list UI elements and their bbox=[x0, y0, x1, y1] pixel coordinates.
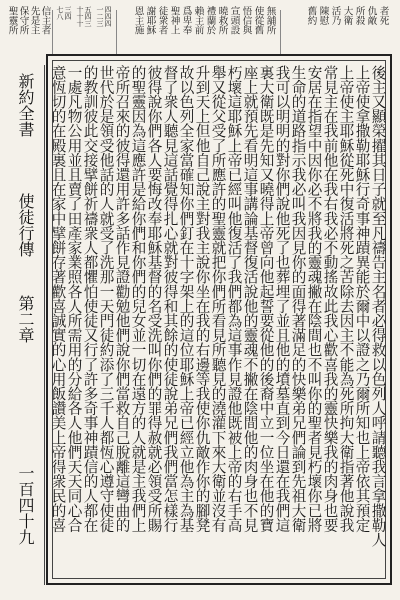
scripture-column: 升到天上但他自己說主對我主說你坐在我的右邊等我使你仇敵作你的腳凳 bbox=[193, 65, 211, 533]
text-frame bbox=[46, 54, 392, 585]
margin-note: 者死 bbox=[377, 6, 389, 26]
scripture-column: 安居在指望中因你必不將我的靈魂撇在陰間也不叫你的聖者見朽壞你已將 bbox=[305, 65, 323, 533]
scripture-column: 我可以明明的對你們說他死了也葬埋了並且他的墳墓直到今日還在我們這 bbox=[273, 65, 291, 533]
margin-note: 悟信與 bbox=[240, 6, 252, 35]
scripture-column: 一處凡物公用並且賣了田產家業照各人所需用的分給各人他們天天同心合 bbox=[65, 65, 83, 533]
margin-note: 宣頭設 bbox=[228, 6, 240, 35]
margin-note: 爲卑奉 bbox=[180, 6, 192, 35]
scripture-column: 座上就預先看明這事講論基督復活說他的靈魂不撇在陰間他的肉身也不見 bbox=[241, 65, 259, 533]
scripture-column: 世代於是領受他話的人就受了洗那一天門徒約添了三千人都恆心遵守使徒 bbox=[97, 65, 115, 533]
scripture-column: 朽壞這耶穌上帝已經叫他復活了我們都為這事作見證他既被上帝的右手高 bbox=[225, 65, 243, 533]
margin-note: 使從舊 bbox=[252, 6, 264, 35]
margin-notes bbox=[6, 6, 394, 56]
margin-note: 活乃 bbox=[329, 6, 341, 26]
verse-ref: 四四四 bbox=[104, 6, 112, 27]
verse-ref: 五四三 bbox=[84, 6, 92, 27]
margin-note: 陳慰 bbox=[317, 6, 329, 26]
chapter-label: 第二章 bbox=[16, 295, 35, 343]
scripture-column: 後主又顯榮擢其日子就至凡禱告主名者必得救以色列人呼請聽我言拿撒勒人 bbox=[369, 65, 387, 547]
scripture-column: 裏大衛既是先知又曉得上帝曾向他起誓要從他的後裔中立一位坐在他的寶 bbox=[257, 65, 275, 533]
margin-note: 禮蘭於 bbox=[204, 6, 216, 35]
scripture-column: 上帝使主耶穌從死中復活將死之苦除去因主不能為死所拘大衛指著他說我 bbox=[337, 65, 355, 533]
margin-note: 舊約 bbox=[305, 6, 317, 26]
margin-note: 恩主施 bbox=[132, 6, 144, 35]
margin-note: 賴主前 bbox=[192, 6, 204, 35]
margin-note: 聖神上 bbox=[168, 6, 180, 35]
margin-note: 所殺 bbox=[353, 6, 365, 26]
margin-note: 信主者 bbox=[39, 6, 51, 35]
verse-ref: 十十十 bbox=[76, 6, 84, 27]
margin-note: 仇敵 bbox=[365, 6, 377, 26]
scripture-column: 意恆切的在殿裏且在家中擘餅存著歡喜誠實的心用飯讚美上帝得衆民的喜 bbox=[49, 65, 67, 533]
verse-ref: 三四 bbox=[64, 6, 72, 20]
scripture-column: 督了衆人聽見這話覺得扎心就對彼得和其餘的使徒說弟兄們我們當怎樣行 bbox=[161, 65, 179, 533]
margin-note: 曉救所 bbox=[216, 6, 228, 35]
scripture-column: 的聖靈因為這應許是給你們和你們的兒女並一切在遠方的人就是主我們上 bbox=[129, 65, 147, 533]
margin-note: 無舖所 bbox=[264, 6, 276, 35]
margin-note: 徒衆者 bbox=[156, 6, 168, 35]
verse-ref: 一二三 bbox=[96, 6, 104, 27]
scripture-column: 上帝使拿撒勒耶穌行奇事神蹟異能於爾中以證之乃爾所知也上帝依其預定 bbox=[353, 65, 371, 533]
scripture-page bbox=[6, 4, 394, 594]
scripture-column: 舉又從父受了所應許的聖靈就把你們所看見所聽見的澆灌下來大衛並沒有 bbox=[209, 65, 227, 533]
margin-note: 保守所 bbox=[17, 6, 29, 35]
page-number: 一百四十九 bbox=[16, 465, 35, 545]
scripture-column: 生命的道路指示我必叫我因見你的面得著滿足的快樂弟兄們論到先祖大衛 bbox=[289, 65, 307, 533]
scripture-column: 的教訓彼此交接擘餅祈禱衆人都懼怕使徒又行了許多奇事神蹟信的人都在 bbox=[81, 65, 99, 533]
scripture-column: 常見主在我前他在我右我必不動搖故此我心歡喜我的靈快樂我的肉身也要 bbox=[321, 65, 339, 533]
verse-ref: 七八 bbox=[56, 6, 64, 20]
margin-note: 大衛 bbox=[341, 6, 353, 26]
running-title bbox=[6, 65, 44, 585]
scripture-column: 故以色列全家當確知你們釘在十字架上的這位耶穌上帝已經立他為主為基 bbox=[177, 65, 195, 533]
scripture-column: 彼得說你們各人要悔改奉耶穌基督的名受洗叫你們的罪得赦就必領受所賜 bbox=[145, 65, 163, 533]
margin-note: 聖靈所 bbox=[6, 6, 18, 35]
margin-note: 謝耶穌 bbox=[144, 6, 156, 35]
scripture-column: 帝所召來的彼得還用許多話作見證勸勉他們說你們當救自己脫離這彎曲的 bbox=[113, 65, 131, 533]
book-title: 新約全書 bbox=[16, 73, 35, 137]
chapter-title: 使徒行傳 bbox=[16, 193, 35, 257]
margin-note: 先是主 bbox=[28, 6, 40, 35]
